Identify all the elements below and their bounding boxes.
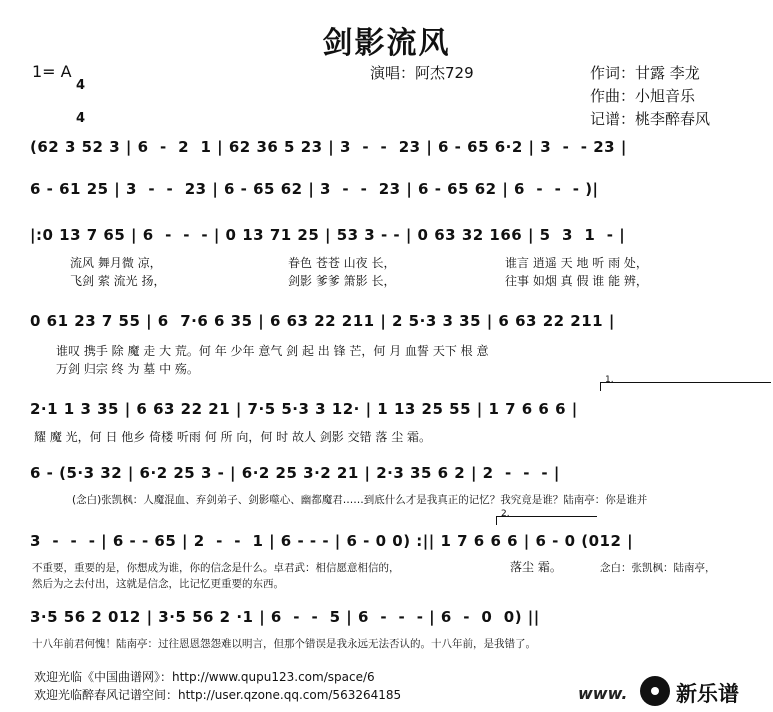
site-logo bbox=[640, 676, 770, 706]
score-row-5: 2·1 1 3 35 | 6 63 22 21 | 7·5 5·3 3 12· | 1 13 25 55 | 1 7 6 6 6 | bbox=[30, 400, 578, 418]
lyricist: 作词：甘露 李龙 bbox=[590, 64, 700, 82]
time-signature-bottom: 4 bbox=[76, 111, 86, 126]
footer-link-2[interactable]: 欢迎光临醉春风记谱空间：http://user.qzone.qq.com/563264185 bbox=[34, 688, 402, 702]
lyric-row-7: 落尘 霜。 bbox=[510, 560, 562, 574]
narration-line-3: 然后为之去付出，这就是信念，比记忆更重要的东西。 bbox=[32, 578, 284, 590]
composer: 作曲：小旭音乐 bbox=[590, 87, 696, 105]
score-title: 剑影流风 bbox=[322, 26, 451, 61]
lyric-row-3b-2: 剑影 爹爹 箫影 长， bbox=[288, 274, 396, 288]
lyric-row-3a-2: 眷色 苍苍 山夜 长， bbox=[288, 256, 396, 270]
narration-line-4: 十八年前君何愧！陆南亭：过往恩恩怨怨难以明言，但那个错误是我永远无法否认的。十八年前，是我错了。 bbox=[32, 638, 536, 650]
lyric-row-3b-1: 飞剑 萦 流光 扬， bbox=[70, 274, 166, 288]
volta-second-label: 2. bbox=[501, 509, 510, 519]
time-signature bbox=[76, 58, 85, 135]
lyric-row-4b: 万剑 归宗 终 为 墓 中 殇。 bbox=[56, 362, 199, 376]
lyric-row-3a-1: 流风 舞月微 凉， bbox=[70, 256, 162, 270]
volta-first bbox=[600, 375, 771, 391]
lyric-row-3b-3: 往事 如烟 真 假 谁 能 辨， bbox=[505, 274, 648, 288]
lyric-row-4a: 谁叹 携手 除 魔 走 大 荒。何 年 少年 意气 剑 起 出 锋 芒，何 月 血誓 天下 根 意 bbox=[56, 344, 489, 358]
narration-line-2: 不重要，重要的是，你想成为谁，你的信念是什么。卓君武：相信愿意相信的， bbox=[32, 562, 400, 574]
lyric-row-3a-3: 谁言 逍遥 天 地 听 雨 处， bbox=[505, 256, 648, 270]
volta-second bbox=[496, 509, 597, 525]
score-row-6: 6 - (5·3 32 | 6·2 25 3 - | 6·2 25 3·2 21 | 2·3 35 6 2 | 2 - - - | bbox=[30, 464, 560, 482]
record-disc-icon bbox=[640, 676, 670, 706]
score-row-2: 6 - 61 25 | 3 - - 23 | 6 - 65 62 | 3 - - 23 | 6 - 65 62 | 6 - - - )| bbox=[30, 180, 599, 198]
score-row-7: 3 - - - | 6 - - 65 | 2 - - 1 | 6 - - - | 6 - 0 0) :|| 1 7 6 6 6 | 6 - 0 (012 | bbox=[30, 532, 634, 550]
logo-text: 新乐谱 bbox=[676, 682, 739, 706]
key-signature: 1= A bbox=[32, 62, 72, 81]
score-row-8: 3·5 56 2 012 | 3·5 56 2 ·1 | 6 - - 5 | 6 - - - | 6 - 0 0) || bbox=[30, 608, 540, 626]
footer-link-1[interactable]: 欢迎光临《中国曲谱网》：http://www.qupu123.com/space/6 bbox=[34, 670, 375, 684]
score-row-4: 0 61 23 7 55 | 6 7·6 6 35 | 6 63 22 211 | 2 5·3 3 35 | 6 63 22 211 | bbox=[30, 312, 615, 330]
lyric-row-5: 耀 魔 光，何 日 他乡 倚楼 听雨 何 所 向，何 时 故人 剑影 交错 落 尘 霜。 bbox=[34, 430, 432, 444]
time-signature-top: 4 bbox=[76, 78, 86, 93]
narration-row-7: 念白：张凯枫：陆南亭， bbox=[600, 562, 716, 574]
singer: 演唱：阿杰729 bbox=[370, 64, 474, 82]
score-row-1: (62 3 52 3 | 6 - 2 1 | 62 36 5 23 | 3 - - 23 | 6 - 65 6·2 | 3 - - 23 | bbox=[30, 138, 627, 156]
volta-first-label: 1. bbox=[605, 375, 614, 385]
watermark: www. bbox=[578, 684, 628, 703]
score-row-3: |:0 13 7 65 | 6 - - - | 0 13 71 25 | 53 3 - - | 0 63 32 166 | 5 3 1 - | bbox=[30, 226, 626, 244]
narration-line-1: (念白)张凯枫：人魔混血、弃剑弟子、剑影噬心、幽都魔君……到底什么才是我真正的记忆？我究竟是谁？陆南亭：你是谁并 bbox=[72, 494, 648, 506]
transcriber: 记谱：桃李醉春风 bbox=[590, 110, 711, 128]
